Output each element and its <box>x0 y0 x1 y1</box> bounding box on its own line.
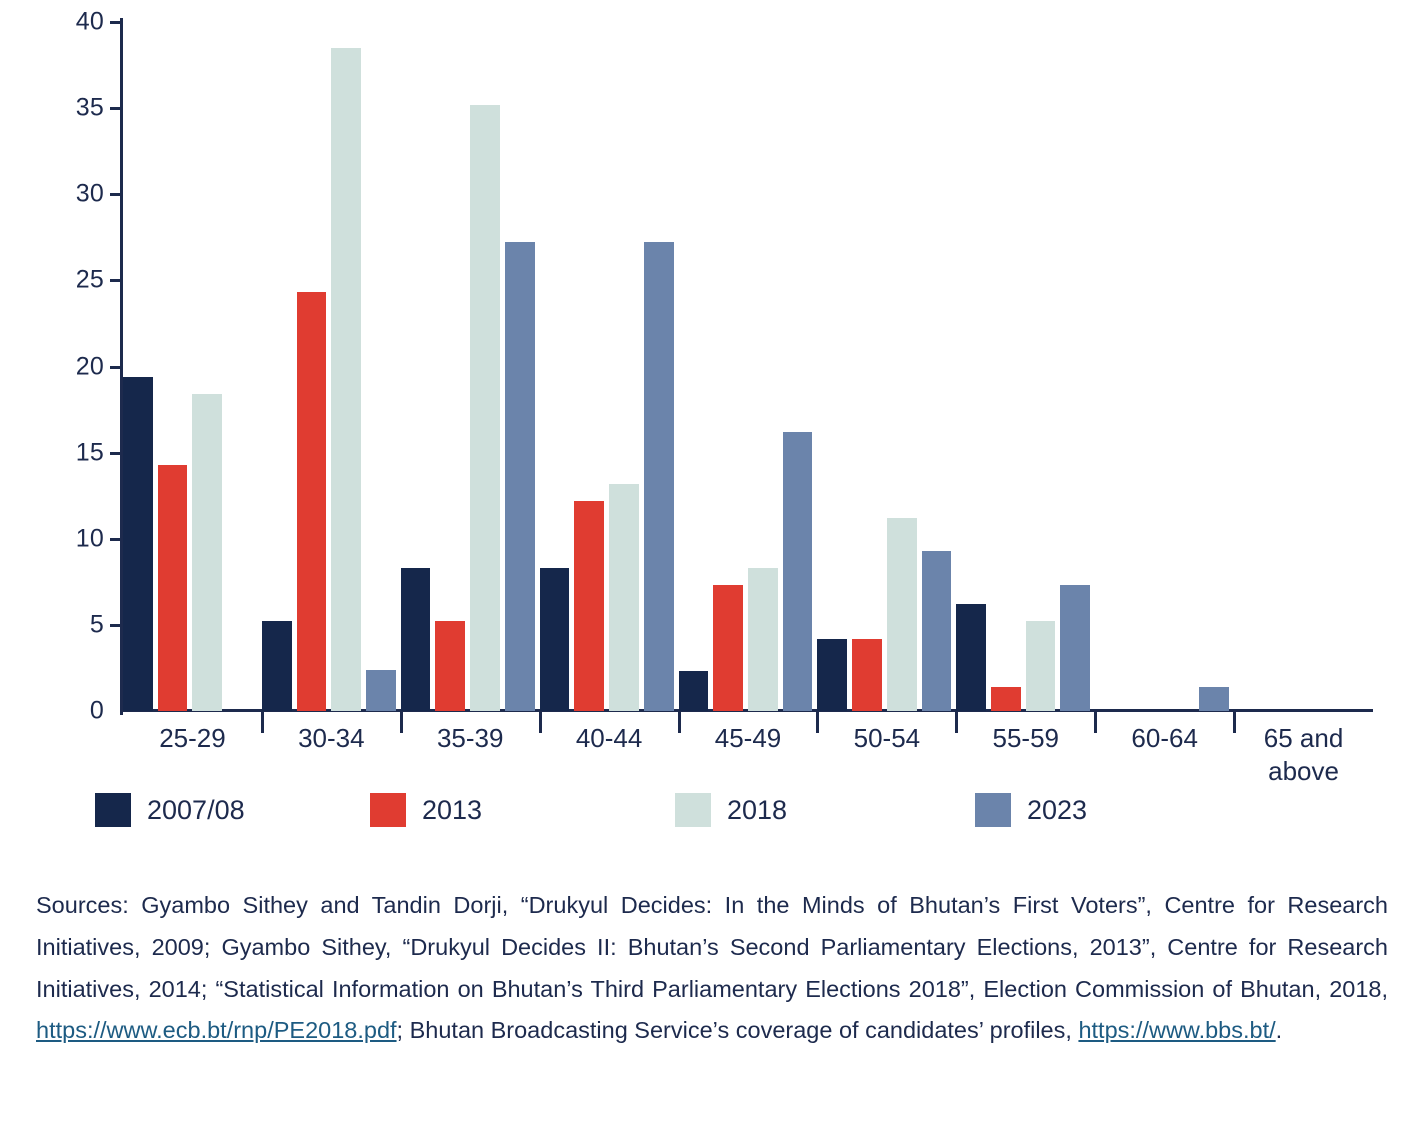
source-link-bbs[interactable]: https://www.bbs.bt/ <box>1078 1017 1276 1044</box>
plot-area <box>123 22 1373 711</box>
legend-swatch <box>370 793 406 827</box>
bar <box>783 432 813 711</box>
bar <box>366 670 396 711</box>
y-tick-label: 15 <box>75 438 104 467</box>
bar <box>679 671 709 711</box>
y-axis-tick-labels <box>0 0 104 800</box>
bar <box>123 377 153 711</box>
bar-group <box>1095 22 1234 711</box>
legend-item[interactable] <box>370 793 675 827</box>
bar <box>609 484 639 711</box>
bar <box>956 604 986 711</box>
x-separator-tick <box>955 711 958 733</box>
bar-group <box>1234 22 1373 711</box>
legend-label: 2018 <box>727 794 788 825</box>
x-separator-tick <box>1094 711 1097 733</box>
x-tick-label: 60-64 <box>1131 723 1198 753</box>
legend-label: 2023 <box>1027 794 1088 825</box>
x-tick-label: 30-34 <box>298 723 365 753</box>
legend-item[interactable] <box>975 793 1087 827</box>
legend-swatch <box>975 793 1011 827</box>
x-tick-label: 50-54 <box>853 723 921 753</box>
sources-text-3: . <box>1275 1017 1283 1044</box>
legend-swatch <box>675 793 711 827</box>
x-tick-label: 45-49 <box>714 723 782 753</box>
bar-group <box>817 22 956 711</box>
bar-group-bars <box>262 22 401 711</box>
y-tick-label: 5 <box>89 610 104 639</box>
x-tick-label: 40-44 <box>575 723 643 753</box>
x-separator-tick <box>539 711 542 733</box>
y-tick-mark <box>110 279 122 282</box>
y-tick-mark <box>110 107 122 110</box>
x-tick-label: 25-29 <box>159 723 226 753</box>
bar-group <box>123 22 262 711</box>
x-separator-tick <box>816 711 819 733</box>
y-tick-mark <box>110 193 122 196</box>
bar <box>817 639 847 711</box>
bar <box>887 518 917 711</box>
x-separator-tick <box>678 711 681 733</box>
y-tick-mark <box>110 538 122 541</box>
y-tick-label: 35 <box>75 93 104 122</box>
x-separator-tick <box>1233 711 1236 733</box>
bar-group-bars <box>1234 22 1373 711</box>
bar <box>331 48 361 711</box>
legend-swatch <box>95 793 131 827</box>
bar <box>852 639 882 711</box>
bar-group-bars <box>401 22 540 711</box>
bar <box>297 292 327 711</box>
x-tick-label: 35-39 <box>436 723 504 753</box>
legend-label: 2013 <box>422 794 483 825</box>
y-tick-label: 40 <box>75 7 104 36</box>
bar <box>574 501 604 711</box>
sources-text-1: Sources: Gyambo Sithey and Tandin Dorji, “Drukyul Decides: In the Minds of Bhutan’s First Voters”, Centre for Research Initiatives, 2009; Gyambo Sithey, “Drukyul Decides II: Bhutan’s Second Parliamentary Elections, 2013”, Centre for Research Initiatives, 2014; “Statistical Information on Bhutan’s Third Parliamentary Elections 2018”, Election Commission of Bhutan, 2018, <box>36 892 1388 1002</box>
bar-group-bars <box>679 22 818 711</box>
y-tick-mark <box>110 21 122 24</box>
y-tick-label: 20 <box>75 352 104 380</box>
bar <box>470 105 500 711</box>
x-separator-tick <box>400 711 403 733</box>
bar <box>401 568 431 711</box>
bar <box>192 394 222 711</box>
y-tick-mark <box>110 366 122 369</box>
bar <box>748 568 778 711</box>
y-tick-label: 25 <box>75 265 104 294</box>
y-tick-mark <box>110 452 122 455</box>
legend-item[interactable] <box>675 793 975 827</box>
bar-group-bars <box>956 22 1095 711</box>
legend-label: 2007/08 <box>147 794 245 825</box>
y-tick-label: 0 <box>89 696 104 725</box>
bar-group <box>262 22 401 711</box>
bar-group <box>956 22 1095 711</box>
source-link-ecb[interactable]: https://www.ecb.bt/rnp/PE2018.pdf <box>36 1017 397 1044</box>
bar <box>505 242 535 711</box>
legend-item[interactable] <box>95 793 370 827</box>
y-tick-label: 30 <box>75 179 104 208</box>
bar <box>540 568 570 711</box>
chart-legend <box>95 793 1087 827</box>
bar <box>713 585 743 711</box>
bar-group-bars <box>540 22 679 711</box>
bar-group <box>540 22 679 711</box>
y-tick-label: 10 <box>75 524 104 553</box>
bar <box>1199 687 1229 711</box>
bar <box>991 687 1021 711</box>
y-tick-mark <box>110 624 122 627</box>
bar-group <box>401 22 540 711</box>
sources-text-2: ; Bhutan Broadcasting Service’s coverage of candidates’ profiles, <box>396 1017 1079 1044</box>
bar-group-bars <box>1095 22 1234 711</box>
bar-group-bars <box>123 22 262 711</box>
bar-group <box>679 22 818 711</box>
bar <box>1026 621 1056 711</box>
bar <box>435 621 465 711</box>
bar <box>158 465 188 711</box>
bar <box>922 551 952 711</box>
bar <box>262 621 292 711</box>
bar <box>1060 585 1090 711</box>
sources-note <box>36 885 1388 1052</box>
x-tick-label: 55-59 <box>992 723 1060 753</box>
bar <box>644 242 674 711</box>
bar-group-bars <box>817 22 956 711</box>
x-tick-label: 65 and above <box>1263 723 1344 786</box>
x-separator-tick <box>261 711 264 733</box>
